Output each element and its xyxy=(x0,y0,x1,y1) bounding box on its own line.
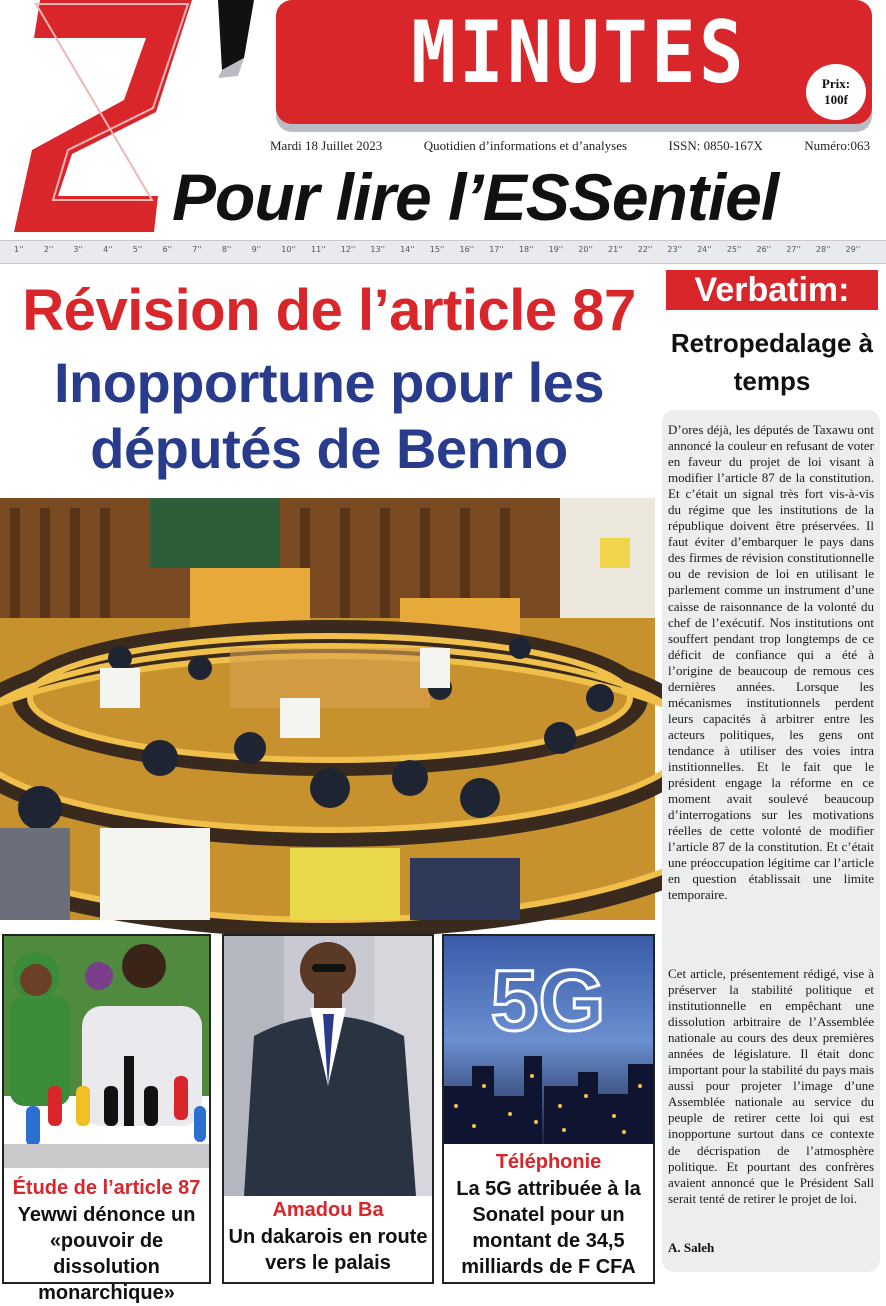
card-headline: Yewwi dénonce un «pouvoir de dissolution monarchique» xyxy=(17,1204,196,1304)
publication-description: Quotidien d’informations et d’analyses xyxy=(423,138,628,153)
ruler-mark: 23'' xyxy=(667,245,682,254)
ruler-mark: 19'' xyxy=(548,245,564,254)
ruler-mark: 3'' xyxy=(73,245,83,254)
ruler-mark: 24'' xyxy=(697,245,712,254)
logo-apostrophe xyxy=(208,0,256,78)
ruler-mark: 28'' xyxy=(815,245,831,254)
story-card-yewwi xyxy=(2,934,211,1304)
ruler-mark: 6'' xyxy=(162,245,172,254)
ruler-mark: 25'' xyxy=(726,245,742,254)
ruler-mark: 4'' xyxy=(103,245,113,254)
5g-city-photo xyxy=(444,936,653,1144)
ruler-mark: 22'' xyxy=(637,245,653,254)
ruler-mark: 14'' xyxy=(400,245,415,254)
verbatim-label: Verbatim: xyxy=(666,270,878,310)
card-kicker: Téléphonie xyxy=(495,1151,602,1173)
national-assembly-photo xyxy=(0,498,655,920)
ruler-mark: 10'' xyxy=(281,245,296,254)
ruler-mark: 29'' xyxy=(845,245,861,254)
ruler-mark: 20'' xyxy=(578,245,593,254)
5g-photo-text: 5G xyxy=(490,953,606,1049)
ruler-mark: 11'' xyxy=(311,245,326,254)
main-headline-red: Révision de l’article 87 xyxy=(22,278,636,343)
verbatim-box xyxy=(662,410,880,1272)
verbatim-title: Retropedalage à temps xyxy=(670,328,874,396)
portrait-photo xyxy=(224,936,432,1196)
newspaper-title: MINUTES xyxy=(411,3,747,103)
story-card-5g xyxy=(442,934,655,1284)
ruler-mark: 9'' xyxy=(251,245,262,254)
ruler-mark: 17'' xyxy=(489,245,504,254)
card-headline: La 5G attribuée à la Sonatel pour un montant de 34,5 milliards de F CFA xyxy=(456,1178,641,1278)
ruler-strip xyxy=(0,240,886,264)
card-headline: Un dakarois en route vers le palais xyxy=(228,1226,428,1274)
ruler-mark: 8'' xyxy=(221,245,232,254)
ruler-mark: 15'' xyxy=(429,245,445,254)
verbatim-signature: A. Saleh xyxy=(668,1240,715,1255)
price-label: Prix: xyxy=(821,76,851,91)
issue-number: Numéro:063 xyxy=(804,138,870,153)
ruler-mark: 27'' xyxy=(786,245,801,254)
verbatim-paragraph-2: Cet article, présentement rédigé, vise à préserver la stabilité politique et institutionnelle en empêchant une dissolution arbitraire de l’Assemblée nationale au cours des deux premières années de législature. Il était donc important pour la stabilité du pays mais aussi pour projeter l’image d’une Assemblée nationale au service du peuple de retirer cette loi qui est inopportune surtout dans ce contexte de décrispation de l’atmosphère politique. Et pourtant des confrères avaient annoncé que le Président Sall serait tenté de retirer le projet de loi. xyxy=(668,966,874,1206)
ruler-mark: 21'' xyxy=(608,245,623,254)
dateline xyxy=(270,138,870,156)
card-kicker: Amadou Ba xyxy=(272,1199,384,1221)
ruler-mark: 13'' xyxy=(370,245,385,254)
title-banner xyxy=(276,0,872,124)
ruler-mark: 18'' xyxy=(518,245,534,254)
logo-2-numeral xyxy=(6,0,196,232)
story-card-amadou-ba xyxy=(222,934,434,1284)
tagline: Pour lire l’ESSentiel xyxy=(172,160,779,234)
card-kicker: Étude de l’article 87 xyxy=(12,1177,201,1199)
price-value: 100f xyxy=(824,92,848,107)
issue-date: Mardi 18 Juillet 2023 xyxy=(270,138,383,153)
ruler-mark: 7'' xyxy=(192,245,202,254)
ruler-mark: 26'' xyxy=(756,245,772,254)
issn: ISSN: 0850-167X xyxy=(668,138,763,153)
price-badge xyxy=(806,64,866,120)
verbatim-paragraph-1: D’ores déjà, les députés de Taxawu ont annoncé la couleur en refusant de voter en faveur du projet de loi visant à modifier l’article 87 de la constitution. Et c’était un signal très fort vis-à-vis du régime que les institutions de la république doivent être préservées. Il faut éviter d’embarquer le pays dans des firmes de révision constitutionnelle ou de revision de loi en utilisant le parlement comme un instrument d’une caisse de raisonnance de la volonté du chef de l’exécutif. Nos institutions ont souffert pendant trop longtemps de ce déficit de confiance qui a été à l’origine de beaucoup de remous ces dernières années. Lorsque les mécanismes institutionnels perdent leurs capacités à arbitrer entre les acteurs politiques, les gens ont tendance à utiliser des voies intra institionnelles. Et le fait que le président engage la réforme en ce moment avait soulevé beaucoup d’interrogations sur les motivations réelles de cette volonté de modifier l’article 87 de la constitution. Et c’était une préoccupation légitime car l’article en question établissait une limite temporaire. xyxy=(668,422,874,903)
ruler-mark: 1'' xyxy=(14,245,24,254)
press-conference-photo xyxy=(4,936,209,1168)
ruler-mark: 5'' xyxy=(132,245,143,254)
ruler-mark: 12'' xyxy=(340,245,356,254)
ruler-mark: 16'' xyxy=(459,245,475,254)
ruler-mark: 2'' xyxy=(43,245,54,254)
main-headline-blue: Inopportune pour les députés de Benno xyxy=(54,351,604,480)
